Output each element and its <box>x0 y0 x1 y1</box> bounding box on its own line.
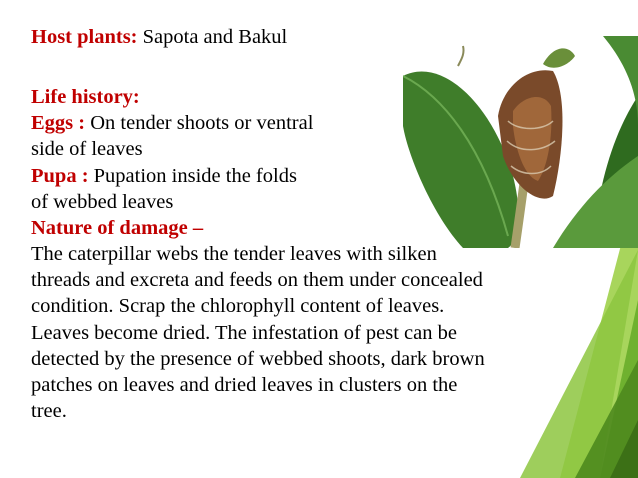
host-plants-value: Sapota and Bakul <box>137 26 288 48</box>
description-line: patches on leaves and dried leaves in clusters on the <box>31 374 458 397</box>
description-line: threads and excreta and feeds on them under concealed <box>31 269 483 292</box>
nature-of-damage-heading: Nature of damage – <box>31 217 204 239</box>
life-history-heading: Life history: <box>31 86 140 108</box>
pupa-value-2: of webbed leaves <box>31 191 174 213</box>
description-line: The caterpillar webs the tender leaves with silken <box>31 243 437 265</box>
eggs-value-1: On tender shoots or ventral <box>85 112 314 134</box>
damage-description <box>31 241 591 424</box>
pupa-value-1: Pupation inside the folds <box>88 165 297 187</box>
webbed-leaves-photo <box>403 36 638 248</box>
pupa-label: Pupa : <box>31 165 89 187</box>
host-plants-line <box>31 24 287 50</box>
description-line: Leaves become dried. The infestation of pest can be <box>31 321 457 344</box>
eggs-label: Eggs : <box>31 112 86 134</box>
host-plants-label: Host plants: <box>31 26 138 48</box>
pupa-line <box>31 163 297 189</box>
description-line: tree. <box>31 400 67 423</box>
eggs-line <box>31 110 313 136</box>
description-line: detected by the presence of webbed shoots, dark brown <box>31 347 485 370</box>
description-line: condition. Scrap the chlorophyll content of leaves. <box>31 295 445 318</box>
eggs-value-2: side of leaves <box>31 138 143 160</box>
